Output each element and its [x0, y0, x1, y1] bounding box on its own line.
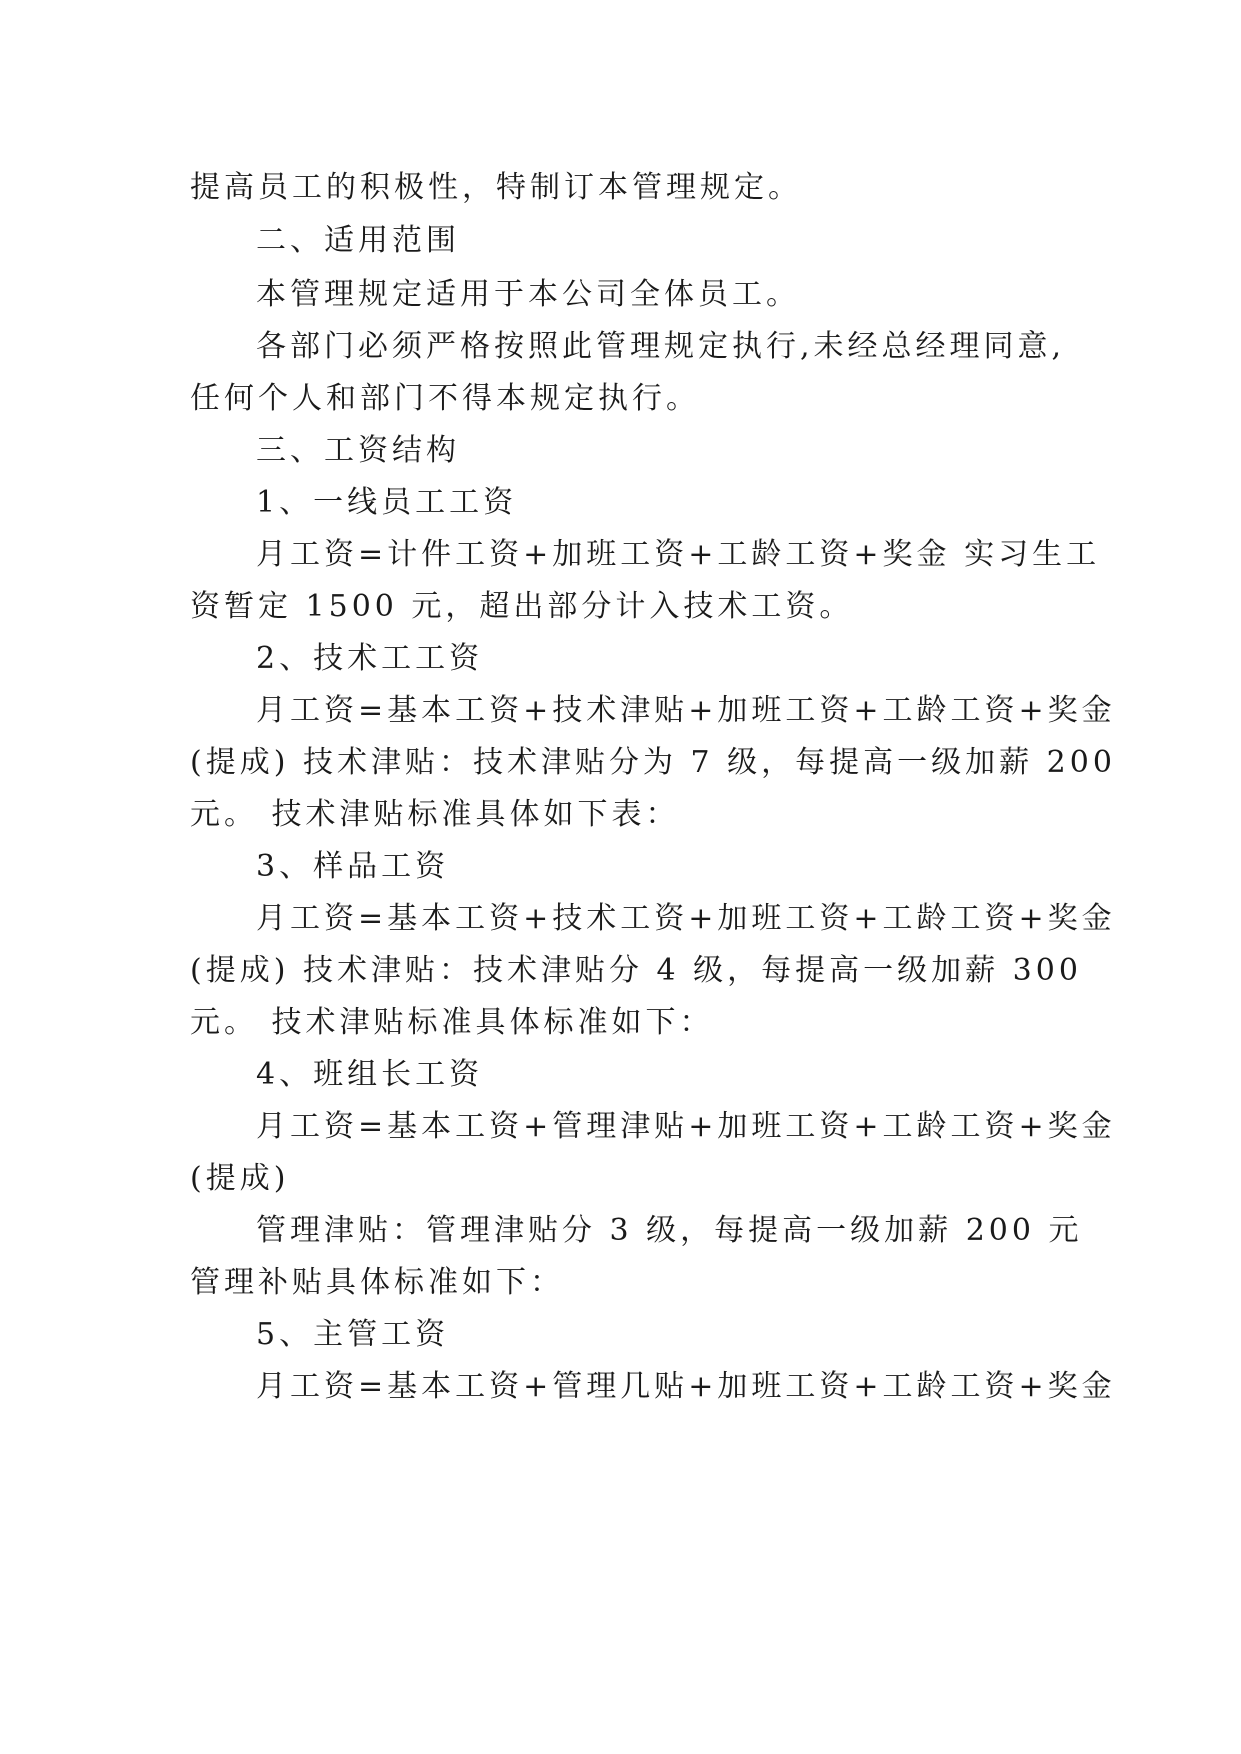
subheading-frontline-salary: 1、一线员工工资	[256, 485, 518, 520]
text-line-8: 月工资=计件工资+加班工资+工龄工资+奖金 实习生工	[256, 537, 1101, 572]
text-line-4: 各部门必须严格按照此管理规定执行,未经总经理同意,	[256, 329, 1066, 364]
subheading-technician-salary: 2、技术工工资	[256, 641, 484, 676]
subheading-sample-salary: 3、样品工资	[256, 849, 450, 884]
text-line-17: 元。 技术津贴标准具体标准如下：	[190, 1005, 714, 1040]
text-line-5: 任何个人和部门不得本规定执行。	[190, 381, 700, 416]
text-line-20: (提成)	[190, 1161, 290, 1196]
section-heading-salary-structure: 三、工资结构	[256, 433, 460, 468]
text-line-19: 月工资=基本工资+管理津贴+加班工资+工龄工资+奖金	[256, 1109, 1116, 1144]
text-line-24: 月工资=基本工资+管理几贴+加班工资+工龄工资+奖金	[256, 1369, 1116, 1404]
text-line-22: 管理补贴具体标准如下：	[190, 1265, 564, 1300]
text-line-3: 本管理规定适用于本公司全体员工。	[256, 277, 800, 312]
text-line-12: (提成) 技术津贴：技术津贴分为 7 级，每提高一级加薪 200	[190, 745, 1116, 780]
text-line-15: 月工资=基本工资+技术工资+加班工资+工龄工资+奖金	[256, 901, 1116, 936]
text-line-9: 资暂定 1500 元，超出部分计入技术工资。	[190, 589, 854, 624]
text-line-1: 提高员工的积极性，特制订本管理规定。	[190, 170, 802, 205]
subheading-supervisor-salary: 5、主管工资	[256, 1317, 450, 1352]
text-line-13: 元。 技术津贴标准具体如下表：	[190, 797, 680, 832]
text-line-21: 管理津贴：管理津贴分 3 级，每提高一级加薪 200 元	[256, 1213, 1083, 1248]
subheading-team-leader-salary: 4、班组长工资	[256, 1057, 484, 1092]
text-line-16: (提成) 技术津贴：技术津贴分 4 级，每提高一级加薪 300	[190, 953, 1082, 988]
text-line-11: 月工资=基本工资+技术津贴+加班工资+工龄工资+奖金	[256, 693, 1116, 728]
section-heading-scope: 二、适用范围	[256, 223, 460, 258]
